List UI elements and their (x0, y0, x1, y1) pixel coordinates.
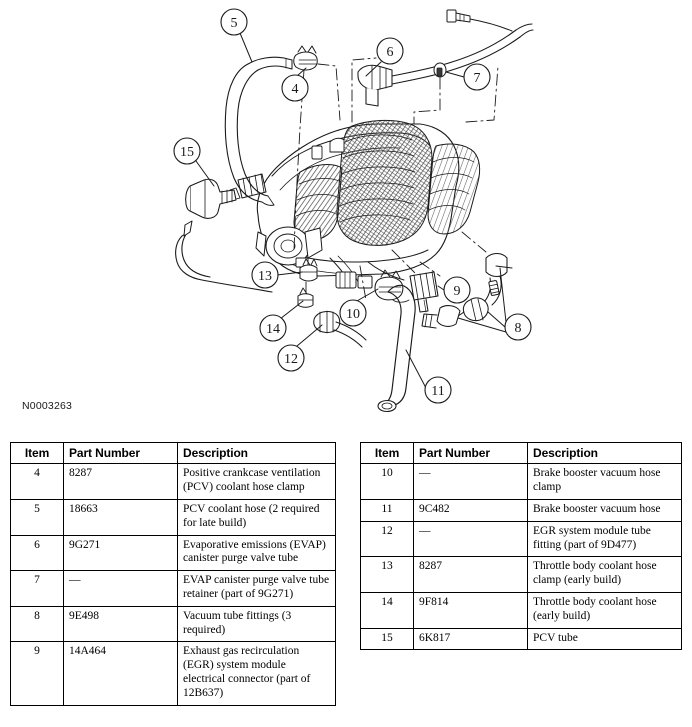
cell-item: 13 (361, 557, 414, 593)
callout-12 (278, 345, 304, 371)
callout-13 (252, 262, 278, 288)
cell-description: EGR system module tube fitting (part of 9D477) (528, 521, 682, 557)
cell-part-number: 9G271 (64, 535, 178, 571)
callout-5 (221, 9, 247, 35)
table-row (361, 592, 682, 628)
cell-part-number: 8287 (414, 557, 528, 593)
cell-part-number: — (414, 464, 528, 500)
callout-number: 14 (266, 322, 280, 338)
cell-description: Brake booster vacuum hose (528, 499, 682, 521)
cell-part-number: — (414, 521, 528, 557)
brake-booster-vacuum-hose (378, 285, 415, 411)
cell-description: Exhaust gas recirculation (EGR) system module electrical connector (part of 12B637) (178, 642, 336, 705)
callout-number: 6 (386, 45, 394, 61)
cell-part-number: — (64, 571, 178, 607)
callout-7 (464, 64, 490, 90)
cell-description: PCV coolant hose (2 required for late build) (178, 499, 336, 535)
callout-number: 4 (291, 82, 299, 98)
evap-tube-retainer (434, 63, 446, 77)
egr-electrical-connector (410, 272, 438, 312)
table-row (11, 535, 336, 571)
parts-table-right (360, 442, 682, 650)
header-description: Description (178, 443, 336, 464)
cell-item: 4 (11, 464, 64, 500)
header-description: Description (528, 443, 682, 464)
figure-id-label: N0003263 (22, 400, 73, 412)
cell-description: Throttle body coolant hose (early build) (528, 592, 682, 628)
table-row (11, 464, 336, 500)
pcv-hose-clamp (294, 46, 318, 70)
throttle-body-hose-clamp-lower (298, 288, 313, 307)
vacuum-tube-fitting-a (482, 254, 512, 306)
cell-part-number: 8287 (64, 464, 178, 500)
header-part-number: Part Number (414, 443, 528, 464)
callout-number: 10 (346, 307, 360, 323)
table-header-row (361, 443, 682, 464)
callout-number: 8 (514, 321, 522, 337)
cell-part-number: 9F814 (414, 592, 528, 628)
table-row (361, 521, 682, 557)
cell-part-number: 9C482 (414, 499, 528, 521)
callout-10 (340, 300, 366, 326)
parts-table-left (10, 442, 336, 706)
callout-4 (282, 75, 308, 101)
callout-number: 12 (284, 352, 298, 368)
table-row (361, 628, 682, 650)
cell-part-number: 18663 (64, 499, 178, 535)
table-row (11, 499, 336, 535)
cell-item: 11 (361, 499, 414, 521)
table-row (11, 642, 336, 705)
callout-number: 7 (473, 71, 481, 87)
cell-item: 10 (361, 464, 414, 500)
cell-part-number: 14A464 (64, 642, 178, 705)
callout-number: 15 (180, 145, 194, 161)
cell-description: Throttle body coolant hose clamp (early build) (528, 557, 682, 593)
cell-part-number: 9E498 (64, 606, 178, 642)
cell-description: Evaporative emissions (EVAP) canister purge valve tube (178, 535, 336, 571)
callout-6 (377, 38, 403, 64)
callout-number: 11 (431, 384, 445, 400)
callout-number: 13 (258, 269, 272, 285)
callout-14 (260, 315, 286, 341)
table-row (11, 571, 336, 607)
table-row (361, 557, 682, 593)
cell-item: 5 (11, 499, 64, 535)
pcv-tube (186, 179, 236, 218)
cell-item: 7 (11, 571, 64, 607)
header-item: Item (11, 443, 64, 464)
cell-item: 14 (361, 592, 414, 628)
cell-description: Vacuum tube fittings (3 required) (178, 606, 336, 642)
cell-item: 8 (11, 606, 64, 642)
callout-11 (425, 377, 451, 403)
cell-description: Brake booster vacuum hose clamp (528, 464, 682, 500)
cell-part-number: 6K817 (414, 628, 528, 650)
callout-8 (505, 314, 531, 340)
callout-number: 5 (230, 16, 238, 32)
cell-item: 15 (361, 628, 414, 650)
header-item: Item (361, 443, 414, 464)
cell-item: 9 (11, 642, 64, 705)
table-header-row (11, 443, 336, 464)
callout-15 (174, 138, 200, 164)
cell-description: Positive crankcase ventilation (PCV) coolant hose clamp (178, 464, 336, 500)
table-row (361, 499, 682, 521)
cell-description: PCV tube (528, 628, 682, 650)
cell-item: 6 (11, 535, 64, 571)
callout-9 (444, 277, 470, 303)
table-row (11, 606, 336, 642)
table-row (361, 464, 682, 500)
cell-item: 12 (361, 521, 414, 557)
header-part-number: Part Number (64, 443, 178, 464)
callout-number: 9 (453, 284, 461, 300)
cell-description: EVAP canister purge valve tube retainer (part of 9G271) (178, 571, 336, 607)
